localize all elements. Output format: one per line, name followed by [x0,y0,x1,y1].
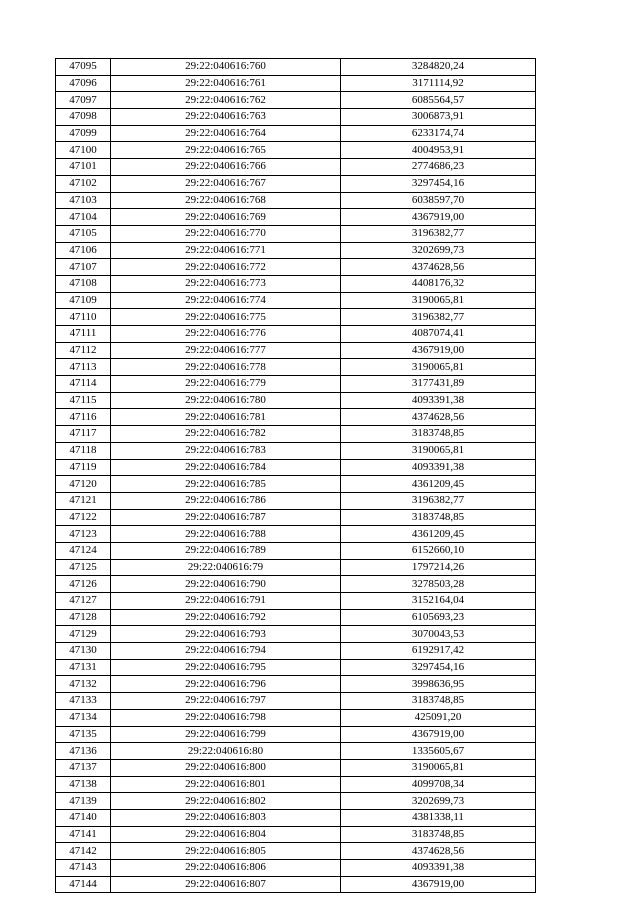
row-number-cell: 47103 [56,192,111,209]
row-number-cell: 47129 [56,626,111,643]
cadastral-value-cell: 4367919,00 [341,876,536,893]
row-number-cell: 47125 [56,559,111,576]
cadastral-value-cell: 4099708,34 [341,776,536,793]
cadastral-value-cell: 3278503,28 [341,576,536,593]
table-row [56,476,536,493]
table-row [56,609,536,626]
cadastral-value-cell: 1335605,67 [341,743,536,760]
cadastral-number-cell: 29:22:040616:800 [111,759,341,776]
table-row [56,509,536,526]
table-row [56,326,536,343]
row-number-cell: 47104 [56,209,111,226]
cadastral-number-cell: 29:22:040616:789 [111,542,341,559]
cadastral-number-cell: 29:22:040616:773 [111,275,341,292]
cadastral-number-cell: 29:22:040616:798 [111,709,341,726]
cadastral-number-cell: 29:22:040616:803 [111,809,341,826]
table-row [56,843,536,860]
cadastral-number-cell: 29:22:040616:790 [111,576,341,593]
cadastral-number-cell: 29:22:040616:760 [111,59,341,76]
cadastral-number-cell: 29:22:040616:784 [111,459,341,476]
cadastral-value-cell: 3202699,73 [341,793,536,810]
cadastral-number-cell: 29:22:040616:782 [111,426,341,443]
cadastral-value-cell: 3190065,81 [341,292,536,309]
cadastral-number-cell: 29:22:040616:772 [111,259,341,276]
cadastral-number-cell: 29:22:040616:793 [111,626,341,643]
row-number-cell: 47099 [56,125,111,142]
cadastral-value-cell: 3006873,91 [341,109,536,126]
row-number-cell: 47117 [56,426,111,443]
cadastral-value-cell: 3190065,81 [341,442,536,459]
cadastral-number-cell: 29:22:040616:769 [111,209,341,226]
table-row [56,309,536,326]
table-row [56,442,536,459]
row-number-cell: 47106 [56,242,111,259]
table-row [56,242,536,259]
row-number-cell: 47139 [56,793,111,810]
table-row [56,159,536,176]
cadastral-value-cell: 4093391,38 [341,860,536,877]
table-row [56,426,536,443]
table-row [56,142,536,159]
cadastral-value-cell: 4408176,32 [341,275,536,292]
cadastral-value-cell: 3998636,95 [341,676,536,693]
table-row [56,342,536,359]
row-number-cell: 47118 [56,442,111,459]
table-row [56,75,536,92]
table-row [56,275,536,292]
cadastral-value-cell: 6192917,42 [341,643,536,660]
cadastral-value-cell: 6038597,70 [341,192,536,209]
cadastral-value-cell: 4381338,11 [341,809,536,826]
cadastral-number-cell: 29:22:040616:774 [111,292,341,309]
cadastral-value-cell: 6085564,57 [341,92,536,109]
row-number-cell: 47101 [56,159,111,176]
row-number-cell: 47096 [56,75,111,92]
cadastral-number-cell: 29:22:040616:761 [111,75,341,92]
cadastral-number-cell: 29:22:040616:781 [111,409,341,426]
cadastral-value-table [55,58,536,893]
row-number-cell: 47109 [56,292,111,309]
table-row [56,492,536,509]
cadastral-number-cell: 29:22:040616:783 [111,442,341,459]
cadastral-value-cell: 2774686,23 [341,159,536,176]
row-number-cell: 47113 [56,359,111,376]
cadastral-number-cell: 29:22:040616:785 [111,476,341,493]
cadastral-value-cell: 4374628,56 [341,259,536,276]
cadastral-value-cell: 4367919,00 [341,726,536,743]
cadastral-number-cell: 29:22:040616:795 [111,659,341,676]
table-row [56,109,536,126]
cadastral-value-cell: 4361209,45 [341,526,536,543]
table-row [56,860,536,877]
cadastral-number-cell: 29:22:040616:762 [111,92,341,109]
row-number-cell: 47098 [56,109,111,126]
row-number-cell: 47123 [56,526,111,543]
row-number-cell: 47143 [56,860,111,877]
row-number-cell: 47135 [56,726,111,743]
table-row [56,626,536,643]
cadastral-value-cell: 3190065,81 [341,359,536,376]
row-number-cell: 47140 [56,809,111,826]
table-row [56,659,536,676]
table-row [56,209,536,226]
table-row [56,392,536,409]
cadastral-value-cell: 3152164,04 [341,593,536,610]
table-row [56,192,536,209]
cadastral-value-cell: 3177431,89 [341,376,536,393]
cadastral-value-cell: 3297454,16 [341,175,536,192]
cadastral-value-cell: 4093391,38 [341,392,536,409]
cadastral-number-cell: 29:22:040616:796 [111,676,341,693]
cadastral-number-cell: 29:22:040616:799 [111,726,341,743]
table-row [56,743,536,760]
cadastral-number-cell: 29:22:040616:802 [111,793,341,810]
cadastral-number-cell: 29:22:040616:787 [111,509,341,526]
row-number-cell: 47142 [56,843,111,860]
row-number-cell: 47102 [56,175,111,192]
cadastral-number-cell: 29:22:040616:770 [111,225,341,242]
cadastral-number-cell: 29:22:040616:767 [111,175,341,192]
cadastral-number-cell: 29:22:040616:794 [111,643,341,660]
cadastral-number-cell: 29:22:040616:766 [111,159,341,176]
table-row [56,542,536,559]
table-row [56,559,536,576]
cadastral-value-cell: 3196382,77 [341,492,536,509]
cadastral-value-cell: 6233174,74 [341,125,536,142]
row-number-cell: 47107 [56,259,111,276]
cadastral-value-cell: 6105693,23 [341,609,536,626]
table-row [56,259,536,276]
table-row [56,359,536,376]
table-row [56,576,536,593]
row-number-cell: 47136 [56,743,111,760]
cadastral-number-cell: 29:22:040616:777 [111,342,341,359]
cadastral-number-cell: 29:22:040616:764 [111,125,341,142]
cadastral-number-cell: 29:22:040616:765 [111,142,341,159]
cadastral-number-cell: 29:22:040616:786 [111,492,341,509]
cadastral-number-cell: 29:22:040616:801 [111,776,341,793]
row-number-cell: 47114 [56,376,111,393]
cadastral-value-cell: 3190065,81 [341,759,536,776]
table-row [56,92,536,109]
cadastral-value-cell: 425091,20 [341,709,536,726]
table-row [56,376,536,393]
table-row [56,459,536,476]
cadastral-value-cell: 4374628,56 [341,843,536,860]
row-number-cell: 47127 [56,593,111,610]
cadastral-value-cell: 3202699,73 [341,242,536,259]
table-row [56,125,536,142]
cadastral-number-cell: 29:22:040616:771 [111,242,341,259]
cadastral-value-cell: 1797214,26 [341,559,536,576]
cadastral-number-cell: 29:22:040616:797 [111,693,341,710]
row-number-cell: 47095 [56,59,111,76]
cadastral-value-cell: 3284820,24 [341,59,536,76]
table-row [56,759,536,776]
cadastral-number-cell: 29:22:040616:780 [111,392,341,409]
row-number-cell: 47124 [56,542,111,559]
row-number-cell: 47097 [56,92,111,109]
cadastral-value-cell: 4367919,00 [341,342,536,359]
row-number-cell: 47116 [56,409,111,426]
cadastral-number-cell: 29:22:040616:768 [111,192,341,209]
row-number-cell: 47105 [56,225,111,242]
cadastral-value-cell: 4367919,00 [341,209,536,226]
table-row [56,709,536,726]
table-row [56,793,536,810]
cadastral-value-cell: 3183748,85 [341,826,536,843]
cadastral-number-cell: 29:22:040616:775 [111,309,341,326]
cadastral-value-cell: 6152660,10 [341,542,536,559]
row-number-cell: 47144 [56,876,111,893]
cadastral-value-cell: 4361209,45 [341,476,536,493]
row-number-cell: 47132 [56,676,111,693]
row-number-cell: 47138 [56,776,111,793]
cadastral-number-cell: 29:22:040616:788 [111,526,341,543]
row-number-cell: 47119 [56,459,111,476]
table-row [56,225,536,242]
table-row [56,876,536,893]
cadastral-number-cell: 29:22:040616:80 [111,743,341,760]
row-number-cell: 47137 [56,759,111,776]
cadastral-number-cell: 29:22:040616:807 [111,876,341,893]
cadastral-value-cell: 4374628,56 [341,409,536,426]
table-row [56,776,536,793]
row-number-cell: 47111 [56,326,111,343]
cadastral-number-cell: 29:22:040616:778 [111,359,341,376]
cadastral-number-cell: 29:22:040616:779 [111,376,341,393]
table-row [56,726,536,743]
table-row [56,409,536,426]
table-row [56,809,536,826]
row-number-cell: 47141 [56,826,111,843]
row-number-cell: 47121 [56,492,111,509]
row-number-cell: 47100 [56,142,111,159]
table-row [56,676,536,693]
row-number-cell: 47112 [56,342,111,359]
cadastral-number-cell: 29:22:040616:806 [111,860,341,877]
table-row [56,175,536,192]
row-number-cell: 47131 [56,659,111,676]
row-number-cell: 47126 [56,576,111,593]
cadastral-value-cell: 3297454,16 [341,659,536,676]
cadastral-number-cell: 29:22:040616:791 [111,593,341,610]
cadastral-number-cell: 29:22:040616:776 [111,326,341,343]
row-number-cell: 47133 [56,693,111,710]
row-number-cell: 47110 [56,309,111,326]
row-number-cell: 47134 [56,709,111,726]
cadastral-value-cell: 3070043,53 [341,626,536,643]
cadastral-value-cell: 4004953,91 [341,142,536,159]
table-row [56,59,536,76]
table-row [56,292,536,309]
table-row [56,693,536,710]
row-number-cell: 47115 [56,392,111,409]
cadastral-value-cell: 3183748,85 [341,426,536,443]
row-number-cell: 47128 [56,609,111,626]
row-number-cell: 47122 [56,509,111,526]
cadastral-number-cell: 29:22:040616:79 [111,559,341,576]
cadastral-value-cell: 4093391,38 [341,459,536,476]
cadastral-value-cell: 3183748,85 [341,693,536,710]
cadastral-number-cell: 29:22:040616:805 [111,843,341,860]
cadastral-value-cell: 3196382,77 [341,309,536,326]
cadastral-number-cell: 29:22:040616:804 [111,826,341,843]
cadastral-number-cell: 29:22:040616:763 [111,109,341,126]
row-number-cell: 47108 [56,275,111,292]
cadastral-number-cell: 29:22:040616:792 [111,609,341,626]
cadastral-value-cell: 3196382,77 [341,225,536,242]
table-row [56,643,536,660]
table-body [56,59,536,893]
table-row [56,826,536,843]
table-row [56,526,536,543]
cadastral-value-cell: 3171114,92 [341,75,536,92]
cadastral-value-cell: 4087074,41 [341,326,536,343]
table-row [56,593,536,610]
row-number-cell: 47120 [56,476,111,493]
cadastral-value-cell: 3183748,85 [341,509,536,526]
row-number-cell: 47130 [56,643,111,660]
